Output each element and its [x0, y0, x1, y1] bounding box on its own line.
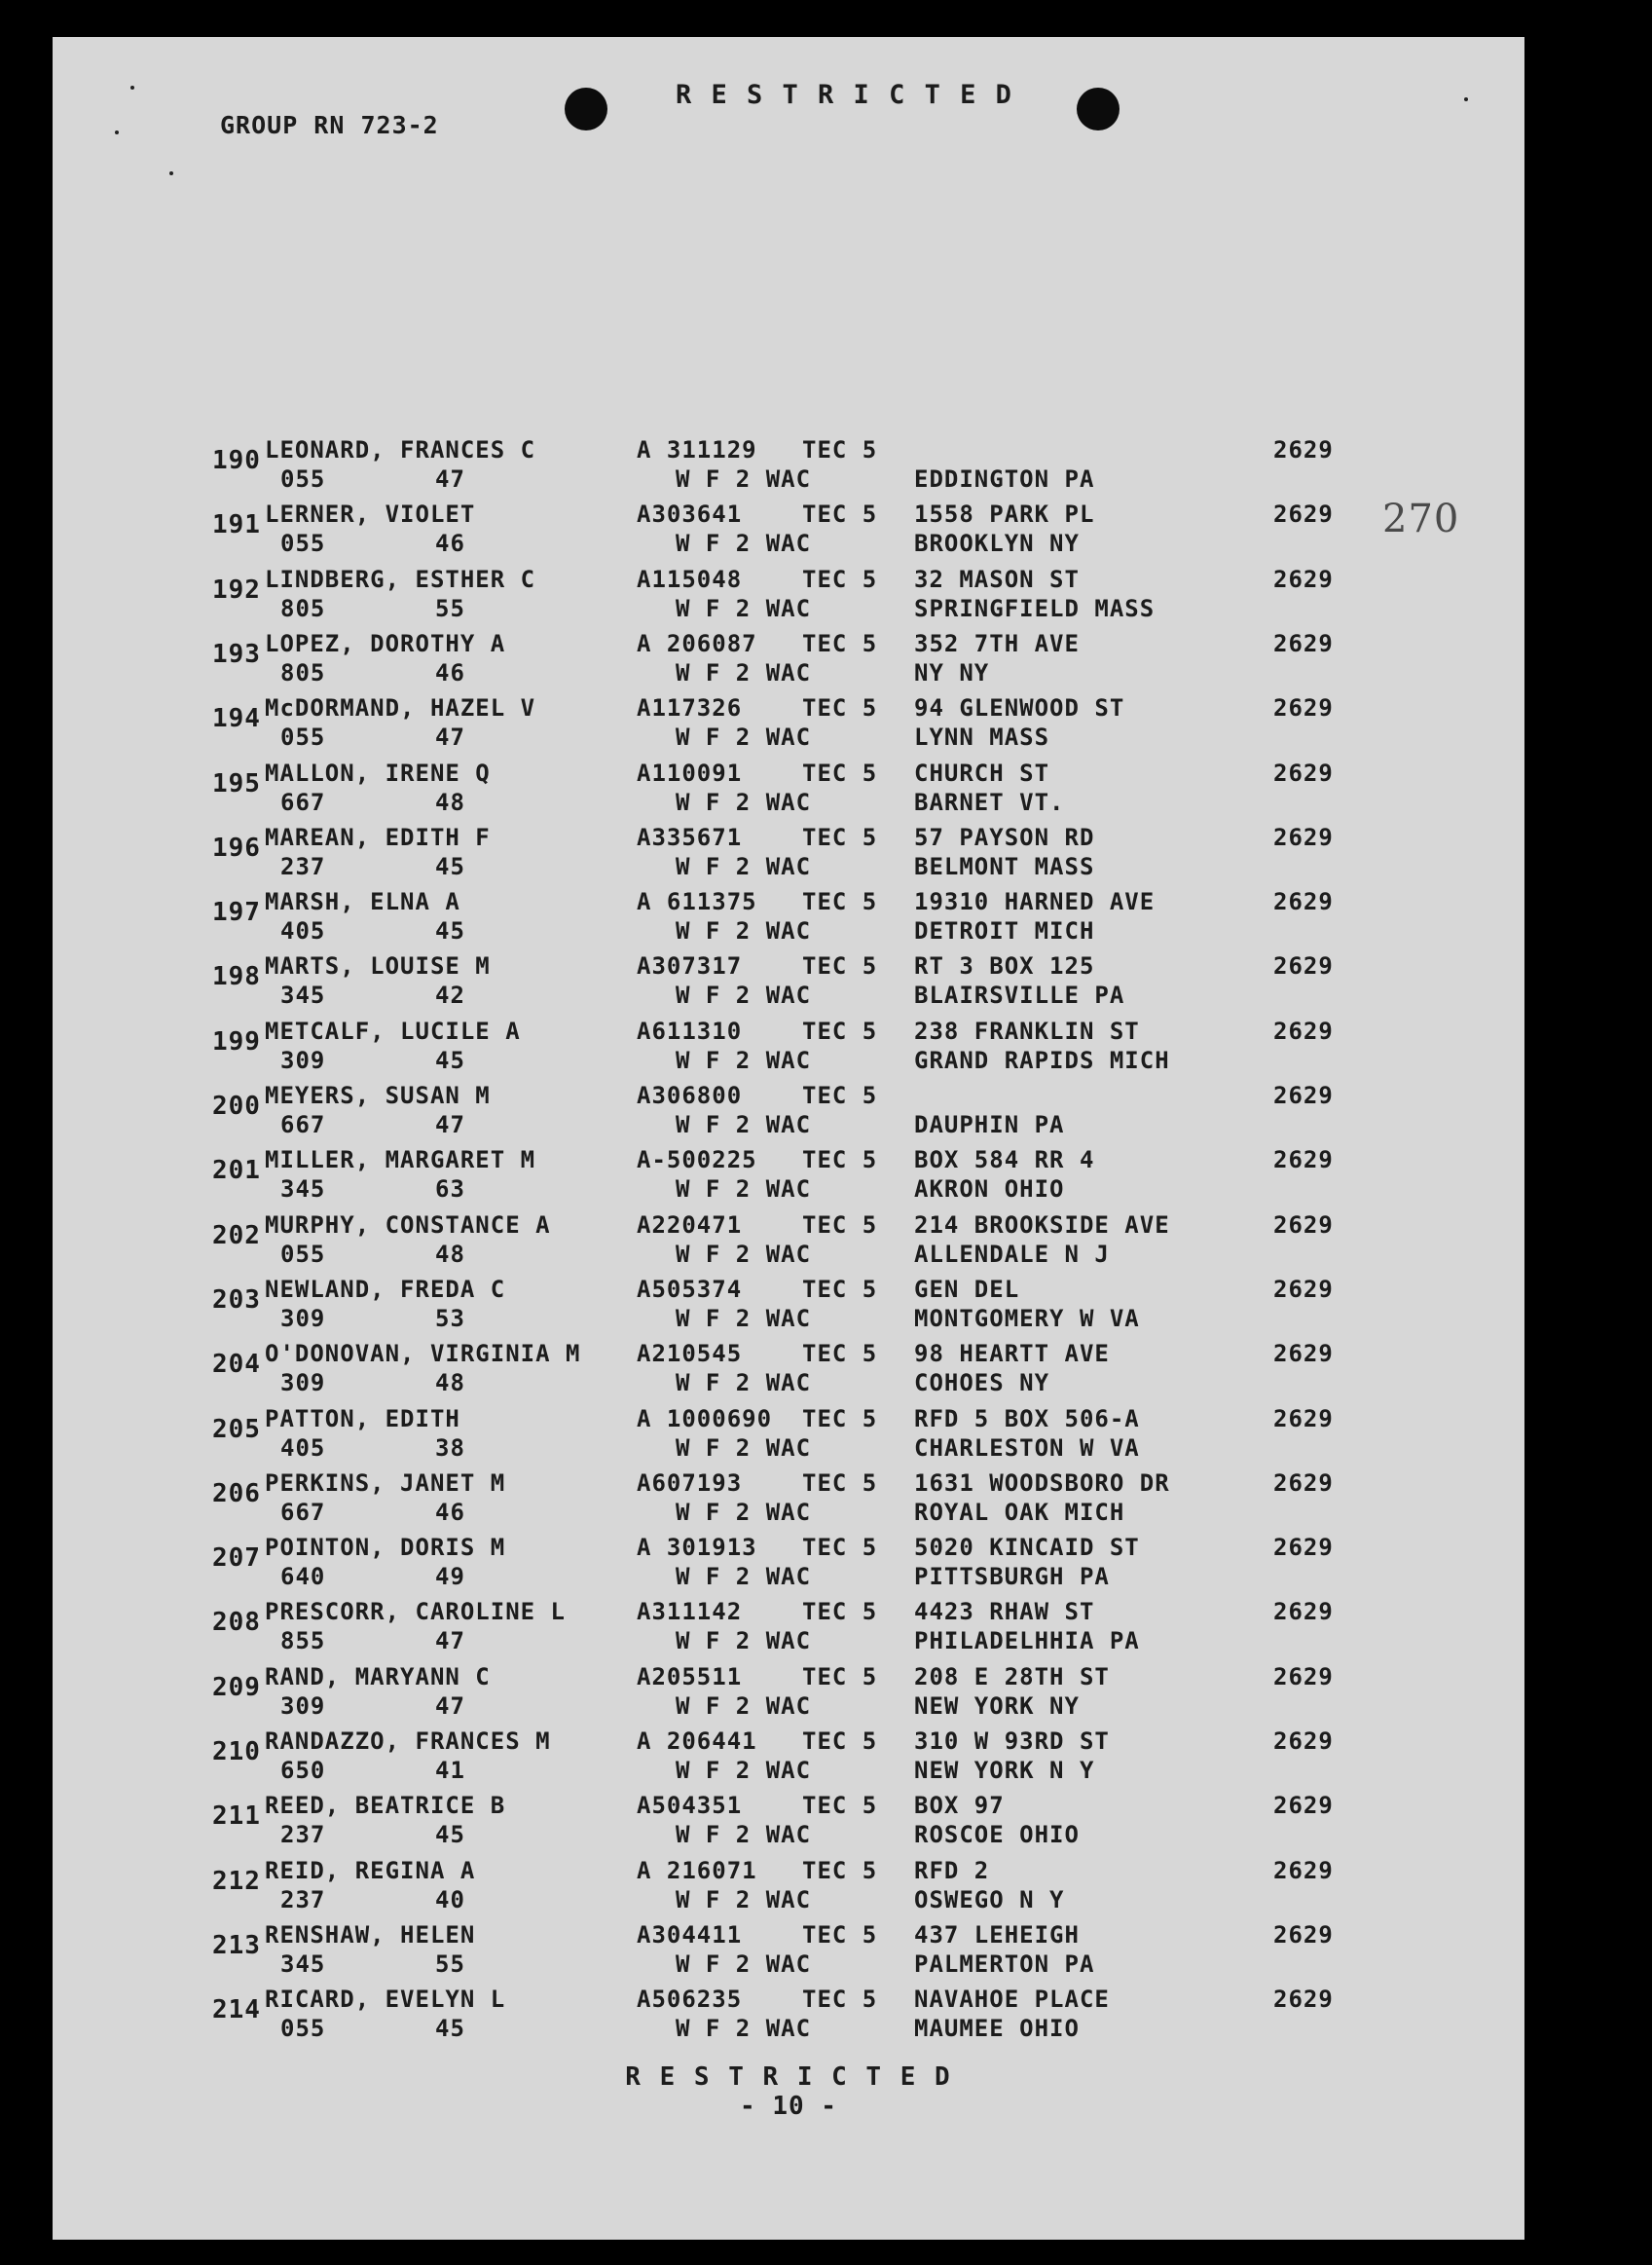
- mos-code: 2629: [1273, 436, 1334, 464]
- mos-code: 2629: [1273, 565, 1334, 593]
- serial-number: A307317: [637, 952, 743, 981]
- roster-entry: [53, 1598, 1524, 1662]
- serial-number: A311142: [637, 1598, 743, 1626]
- person-name: LERNER, VIOLET: [265, 501, 476, 529]
- address-line-1: 32 MASON ST: [914, 565, 1080, 593]
- roster-entry: [53, 1857, 1524, 1921]
- address-line-2: NY NY: [914, 658, 990, 687]
- serial-number: A 311129: [637, 436, 757, 464]
- roster-entry: [53, 566, 1524, 630]
- address-line-1: 19310 HARNED AVE: [914, 888, 1156, 916]
- person-name: REED, BEATRICE B: [265, 1792, 506, 1820]
- address-line-1: RFD 2: [914, 1856, 990, 1884]
- classification-top: R E S T R I C T E D: [676, 80, 1013, 110]
- code-number: 055: [280, 2015, 326, 2043]
- speck: [169, 171, 173, 175]
- address-line-2: CHARLESTON W VA: [914, 1433, 1140, 1462]
- entry-number: 213: [212, 1930, 261, 1960]
- entry-number: 207: [212, 1543, 261, 1574]
- sex-race-branch: W F 2 WAC: [676, 1433, 812, 1462]
- sex-race-branch: W F 2 WAC: [676, 1498, 812, 1526]
- code-number: 805: [280, 594, 326, 622]
- entry-number: 190: [212, 446, 261, 475]
- entry-number: 199: [212, 1026, 261, 1057]
- entry-number: 206: [212, 1478, 261, 1508]
- address-line-2: NEW YORK N Y: [914, 1757, 1095, 1784]
- person-name: LOPEZ, DOROTHY A: [265, 629, 506, 657]
- person-name: LEONARD, FRANCES C: [265, 436, 536, 464]
- serial-number: A 611375: [637, 888, 757, 916]
- age-value: 47: [435, 1111, 465, 1138]
- code-number: 237: [280, 1821, 326, 1849]
- entry-number: 198: [212, 962, 261, 992]
- age-value: 45: [435, 917, 465, 946]
- address-line-1: NAVAHOE PLACE: [914, 1986, 1110, 2014]
- sex-race-branch: W F 2 WAC: [676, 1304, 812, 1332]
- address-line-2: BELMONT MASS: [914, 852, 1095, 880]
- code-number: 309: [280, 1046, 326, 1074]
- grade-rank: TEC 5: [802, 823, 878, 851]
- age-value: 55: [435, 1949, 465, 1978]
- age-value: 47: [435, 724, 465, 752]
- address-line-2: LYNN MASS: [914, 724, 1050, 752]
- code-number: 309: [280, 1691, 326, 1720]
- mos-code: 2629: [1273, 1017, 1334, 1045]
- address-line-2: ROSCOE OHIO: [914, 1821, 1080, 1849]
- age-value: 47: [435, 1627, 465, 1655]
- serial-number: A607193: [637, 1468, 743, 1497]
- sex-race-branch: W F 2 WAC: [676, 724, 812, 752]
- roster-entry: [53, 501, 1524, 565]
- code-number: 237: [280, 852, 326, 880]
- entry-number: 196: [212, 833, 261, 863]
- address-line-1: 1558 PARK PL: [914, 501, 1095, 529]
- address-line-2: OSWEGO N Y: [914, 1885, 1065, 1913]
- entry-number: 209: [212, 1672, 261, 1702]
- sex-race-branch: W F 2 WAC: [676, 1369, 812, 1397]
- code-number: 405: [280, 917, 326, 946]
- person-name: McDORMAND, HAZEL V: [265, 694, 536, 723]
- sex-race-branch: W F 2 WAC: [676, 1111, 812, 1138]
- code-number: 667: [280, 1111, 326, 1138]
- person-name: MALLON, IRENE Q: [265, 759, 491, 787]
- code-number: 650: [280, 1757, 326, 1784]
- speck: [1464, 97, 1468, 101]
- person-name: MEYERS, SUSAN M: [265, 1082, 491, 1109]
- serial-number: A 1000690: [637, 1404, 773, 1432]
- mos-code: 2629: [1273, 1146, 1334, 1174]
- address-line-2: GRAND RAPIDS MICH: [914, 1046, 1170, 1074]
- serial-number: A505374: [637, 1275, 743, 1303]
- roster-entry: [53, 952, 1524, 1017]
- serial-number: A205511: [637, 1662, 743, 1690]
- code-number: 055: [280, 1240, 326, 1268]
- address-line-2: COHOES NY: [914, 1369, 1050, 1397]
- punch-hole-left: [565, 88, 607, 130]
- code-number: 640: [280, 1563, 326, 1591]
- grade-rank: TEC 5: [802, 1340, 878, 1368]
- sex-race-branch: W F 2 WAC: [676, 788, 812, 816]
- code-number: 345: [280, 982, 326, 1010]
- grade-rank: TEC 5: [802, 1920, 878, 1949]
- mos-code: 2629: [1273, 1792, 1334, 1820]
- roster-entry: [53, 1469, 1524, 1534]
- age-value: 45: [435, 2015, 465, 2043]
- age-value: 41: [435, 1757, 465, 1784]
- mos-code: 2629: [1273, 501, 1334, 529]
- address-line-1: 57 PAYSON RD: [914, 823, 1095, 851]
- code-number: 345: [280, 1175, 326, 1204]
- entry-number: 192: [212, 575, 261, 605]
- speck: [115, 130, 119, 134]
- sex-race-branch: W F 2 WAC: [676, 1885, 812, 1913]
- address-line-1: BOX 97: [914, 1792, 1005, 1820]
- sex-race-branch: W F 2 WAC: [676, 917, 812, 946]
- grade-rank: TEC 5: [802, 1727, 878, 1755]
- classification-bottom: R E S T R I C T E D: [625, 2062, 952, 2092]
- roster-entry: [53, 1082, 1524, 1146]
- grade-rank: TEC 5: [802, 629, 878, 657]
- code-number: 667: [280, 788, 326, 816]
- serial-number: A306800: [637, 1082, 743, 1109]
- address-line-2: ROYAL OAK MICH: [914, 1498, 1125, 1526]
- sex-race-branch: W F 2 WAC: [676, 1175, 812, 1204]
- address-line-1: 94 GLENWOOD ST: [914, 694, 1125, 723]
- code-number: 055: [280, 465, 326, 493]
- mos-code: 2629: [1273, 1340, 1334, 1368]
- mos-code: 2629: [1273, 1856, 1334, 1884]
- age-value: 48: [435, 1240, 465, 1268]
- serial-number: A220471: [637, 1210, 743, 1239]
- code-number: 405: [280, 1433, 326, 1462]
- serial-number: A304411: [637, 1920, 743, 1949]
- address-line-1: BOX 584 RR 4: [914, 1146, 1095, 1174]
- serial-number: A210545: [637, 1340, 743, 1368]
- grade-rank: TEC 5: [802, 1986, 878, 2014]
- mos-code: 2629: [1273, 1534, 1334, 1562]
- serial-number: A 206087: [637, 629, 757, 657]
- page-number: - 10 -: [740, 2092, 837, 2121]
- grade-rank: TEC 5: [802, 436, 878, 464]
- entry-number: 193: [212, 639, 261, 669]
- sex-race-branch: W F 2 WAC: [676, 658, 812, 687]
- sex-race-branch: W F 2 WAC: [676, 530, 812, 558]
- age-value: 45: [435, 1821, 465, 1849]
- person-name: MARSH, ELNA A: [265, 888, 460, 916]
- serial-number: A611310: [637, 1017, 743, 1045]
- age-value: 49: [435, 1563, 465, 1591]
- age-value: 40: [435, 1885, 465, 1913]
- document-page: [53, 37, 1524, 2240]
- serial-number: A303641: [637, 501, 743, 529]
- sex-race-branch: W F 2 WAC: [676, 594, 812, 622]
- sex-race-branch: W F 2 WAC: [676, 852, 812, 880]
- age-value: 46: [435, 530, 465, 558]
- address-line-1: RT 3 BOX 125: [914, 952, 1095, 981]
- grade-rank: TEC 5: [802, 1146, 878, 1174]
- address-line-1: RFD 5 BOX 506-A: [914, 1404, 1140, 1432]
- sex-race-branch: W F 2 WAC: [676, 465, 812, 493]
- code-number: 345: [280, 1949, 326, 1978]
- serial-number: A504351: [637, 1792, 743, 1820]
- person-name: PATTON, EDITH: [265, 1404, 460, 1432]
- age-value: 55: [435, 594, 465, 622]
- sex-race-branch: W F 2 WAC: [676, 1691, 812, 1720]
- roster-entry: [53, 1340, 1524, 1404]
- address-line-1: 238 FRANKLIN ST: [914, 1017, 1140, 1045]
- address-line-2: AKRON OHIO: [914, 1175, 1065, 1204]
- code-number: 309: [280, 1304, 326, 1332]
- person-name: NEWLAND, FREDA C: [265, 1275, 506, 1303]
- code-number: 237: [280, 1885, 326, 1913]
- entry-number: 212: [212, 1866, 261, 1896]
- roster-entry: [53, 1663, 1524, 1727]
- grade-rank: TEC 5: [802, 952, 878, 981]
- address-line-1: 4423 RHAW ST: [914, 1598, 1095, 1626]
- grade-rank: TEC 5: [802, 501, 878, 529]
- address-line-1: 1631 WOODSBORO DR: [914, 1468, 1170, 1497]
- age-value: 46: [435, 658, 465, 687]
- roster-entry: [53, 1018, 1524, 1082]
- roster-entry: [53, 1792, 1524, 1856]
- mos-code: 2629: [1273, 888, 1334, 916]
- code-number: 055: [280, 530, 326, 558]
- entry-number: 214: [212, 1995, 261, 2025]
- mos-code: 2629: [1273, 1468, 1334, 1497]
- entry-number: 201: [212, 1156, 261, 1186]
- code-number: 309: [280, 1369, 326, 1397]
- age-value: 45: [435, 852, 465, 880]
- grade-rank: TEC 5: [802, 694, 878, 723]
- mos-code: 2629: [1273, 823, 1334, 851]
- code-number: 667: [280, 1498, 326, 1526]
- mos-code: 2629: [1273, 1920, 1334, 1949]
- age-value: 45: [435, 1046, 465, 1074]
- entry-number: 203: [212, 1284, 261, 1315]
- grade-rank: TEC 5: [802, 1017, 878, 1045]
- roster-entry: [53, 694, 1524, 759]
- roster-entry: [53, 1146, 1524, 1210]
- address-line-2: MAUMEE OHIO: [914, 2015, 1080, 2043]
- person-name: POINTON, DORIS M: [265, 1534, 506, 1562]
- roster-entry: [53, 1727, 1524, 1792]
- mos-code: 2629: [1273, 1662, 1334, 1690]
- margin-number: 270: [1382, 497, 1460, 541]
- address-line-1: GEN DEL: [914, 1275, 1020, 1303]
- mos-code: 2629: [1273, 1404, 1334, 1432]
- age-value: 47: [435, 465, 465, 493]
- roster-entry: [53, 1534, 1524, 1598]
- person-name: LINDBERG, ESTHER C: [265, 565, 536, 593]
- roster-entry: [53, 1986, 1524, 2050]
- serial-number: A 301913: [637, 1534, 757, 1562]
- roster-entry: [53, 760, 1524, 824]
- address-line-1: 5020 KINCAID ST: [914, 1534, 1140, 1562]
- age-value: 48: [435, 788, 465, 816]
- address-line-2: SPRINGFIELD MASS: [914, 594, 1156, 622]
- entry-number: 195: [212, 768, 261, 798]
- address-line-2: DAUPHIN PA: [914, 1111, 1065, 1138]
- address-line-1: 352 7TH AVE: [914, 629, 1080, 657]
- grade-rank: TEC 5: [802, 1856, 878, 1884]
- entry-number: 191: [212, 510, 261, 540]
- address-line-2: PITTSBURGH PA: [914, 1563, 1110, 1591]
- sex-race-branch: W F 2 WAC: [676, 1949, 812, 1978]
- punch-hole-right: [1077, 88, 1120, 130]
- serial-number: A 216071: [637, 1856, 757, 1884]
- roster-entry: [53, 1921, 1524, 1986]
- address-line-1: 208 E 28TH ST: [914, 1662, 1110, 1690]
- person-name: RAND, MARYANN C: [265, 1662, 491, 1690]
- mos-code: 2629: [1273, 952, 1334, 981]
- sex-race-branch: W F 2 WAC: [676, 1821, 812, 1849]
- age-value: 47: [435, 1691, 465, 1720]
- grade-rank: TEC 5: [802, 1210, 878, 1239]
- mos-code: 2629: [1273, 1598, 1334, 1626]
- code-number: 055: [280, 724, 326, 752]
- address-line-1: 310 W 93RD ST: [914, 1727, 1110, 1755]
- address-line-2: BARNET VT.: [914, 788, 1065, 816]
- address-line-1: 214 BROOKSIDE AVE: [914, 1210, 1170, 1239]
- entry-number: 211: [212, 1801, 261, 1832]
- mos-code: 2629: [1273, 694, 1334, 723]
- sex-race-branch: W F 2 WAC: [676, 1563, 812, 1591]
- grade-rank: TEC 5: [802, 1404, 878, 1432]
- address-line-2: PALMERTON PA: [914, 1949, 1095, 1978]
- address-line-2: PHILADELHHIA PA: [914, 1627, 1140, 1655]
- serial-number: A115048: [637, 565, 743, 593]
- age-value: 42: [435, 982, 465, 1010]
- mos-code: 2629: [1273, 1727, 1334, 1755]
- person-name: PERKINS, JANET M: [265, 1468, 506, 1497]
- serial-number: A110091: [637, 759, 743, 787]
- serial-number: A506235: [637, 1986, 743, 2014]
- address-line-1: 98 HEARTT AVE: [914, 1340, 1110, 1368]
- mos-code: 2629: [1273, 1210, 1334, 1239]
- grade-rank: TEC 5: [802, 759, 878, 787]
- mos-code: 2629: [1273, 1986, 1334, 2014]
- address-line-1: 437 LEHEIGH: [914, 1920, 1080, 1949]
- roster-entry: [53, 824, 1524, 888]
- age-value: 38: [435, 1433, 465, 1462]
- sex-race-branch: W F 2 WAC: [676, 1627, 812, 1655]
- address-line-1: CHURCH ST: [914, 759, 1050, 787]
- group-label: GROUP RN 723-2: [220, 111, 439, 139]
- roster-entry: [53, 1405, 1524, 1469]
- person-name: MURPHY, CONSTANCE A: [265, 1210, 551, 1239]
- grade-rank: TEC 5: [802, 1082, 878, 1109]
- serial-number: A-500225: [637, 1146, 757, 1174]
- entry-number: 208: [212, 1608, 261, 1638]
- entry-number: 205: [212, 1414, 261, 1444]
- grade-rank: TEC 5: [802, 1534, 878, 1562]
- grade-rank: TEC 5: [802, 565, 878, 593]
- person-name: REID, REGINA A: [265, 1856, 476, 1884]
- entry-number: 197: [212, 898, 261, 928]
- code-number: 855: [280, 1627, 326, 1655]
- person-name: RANDAZZO, FRANCES M: [265, 1727, 551, 1755]
- address-line-2: BROOKLYN NY: [914, 530, 1080, 558]
- sex-race-branch: W F 2 WAC: [676, 982, 812, 1010]
- roster-entry: [53, 436, 1524, 501]
- entry-number: 194: [212, 704, 261, 734]
- address-line-2: MONTGOMERY W VA: [914, 1304, 1140, 1332]
- grade-rank: TEC 5: [802, 1598, 878, 1626]
- grade-rank: TEC 5: [802, 1662, 878, 1690]
- age-value: 48: [435, 1369, 465, 1397]
- serial-number: A117326: [637, 694, 743, 723]
- speck: [130, 86, 134, 90]
- person-name: MARTS, LOUISE M: [265, 952, 491, 981]
- grade-rank: TEC 5: [802, 1275, 878, 1303]
- age-value: 46: [435, 1498, 465, 1526]
- code-number: 805: [280, 658, 326, 687]
- person-name: PRESCORR, CAROLINE L: [265, 1598, 566, 1626]
- person-name: RICARD, EVELYN L: [265, 1986, 506, 2014]
- address-line-2: NEW YORK NY: [914, 1691, 1080, 1720]
- age-value: 53: [435, 1304, 465, 1332]
- address-line-2: BLAIRSVILLE PA: [914, 982, 1125, 1010]
- entry-number: 202: [212, 1220, 261, 1250]
- sex-race-branch: W F 2 WAC: [676, 1240, 812, 1268]
- mos-code: 2629: [1273, 759, 1334, 787]
- person-name: MAREAN, EDITH F: [265, 823, 491, 851]
- person-name: METCALF, LUCILE A: [265, 1017, 521, 1045]
- entry-number: 210: [212, 1737, 261, 1766]
- grade-rank: TEC 5: [802, 888, 878, 916]
- serial-number: A335671: [637, 823, 743, 851]
- address-line-2: DETROIT MICH: [914, 917, 1095, 946]
- sex-race-branch: W F 2 WAC: [676, 2015, 812, 2043]
- grade-rank: TEC 5: [802, 1468, 878, 1497]
- mos-code: 2629: [1273, 629, 1334, 657]
- mos-code: 2629: [1273, 1082, 1334, 1109]
- person-name: RENSHAW, HELEN: [265, 1920, 476, 1949]
- roster-entry: [53, 888, 1524, 952]
- roster-entry: [53, 630, 1524, 694]
- entry-number: 200: [212, 1092, 261, 1121]
- roster-entry: [53, 1211, 1524, 1276]
- mos-code: 2629: [1273, 1275, 1334, 1303]
- roster-entry: [53, 1276, 1524, 1340]
- serial-number: A 206441: [637, 1727, 757, 1755]
- sex-race-branch: W F 2 WAC: [676, 1757, 812, 1784]
- age-value: 63: [435, 1175, 465, 1204]
- sex-race-branch: W F 2 WAC: [676, 1046, 812, 1074]
- address-line-2: EDDINGTON PA: [914, 465, 1095, 493]
- person-name: O'DONOVAN, VIRGINIA M: [265, 1340, 581, 1368]
- address-line-2: ALLENDALE N J: [914, 1240, 1110, 1268]
- grade-rank: TEC 5: [802, 1792, 878, 1820]
- entry-number: 204: [212, 1350, 261, 1380]
- person-name: MILLER, MARGARET M: [265, 1146, 536, 1174]
